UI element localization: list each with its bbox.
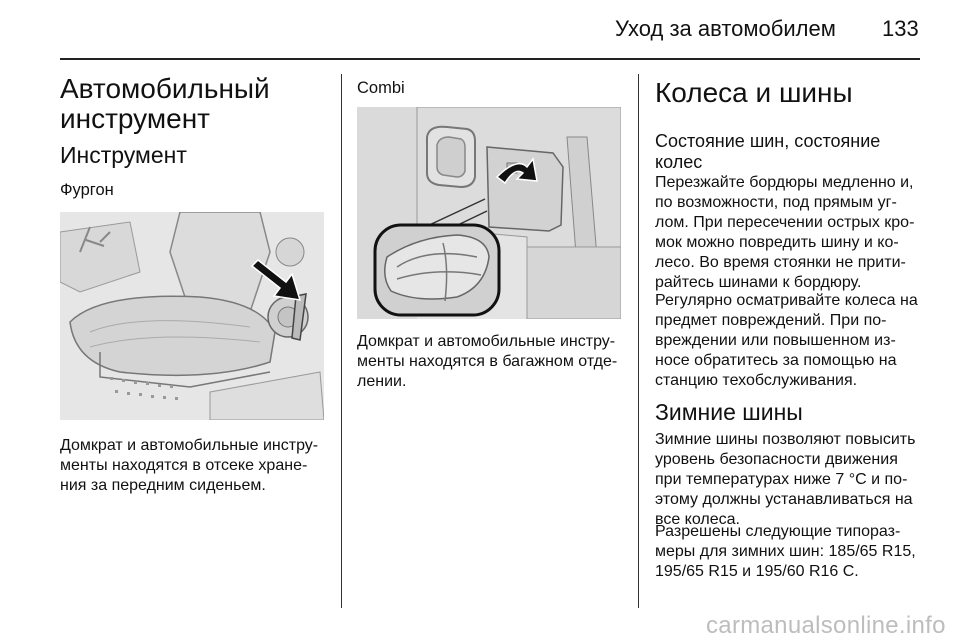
heading-tyre-condition: Состояние шин, состояние колес [655, 131, 881, 172]
column-divider-1 [341, 74, 342, 608]
page-header-title: Уход за автомобилем [615, 16, 836, 41]
label-combi: Combi [357, 79, 405, 97]
van-seat-illustration [60, 212, 324, 420]
winter-tyres-paragraph-2: Разрешены следующие типораз-меры для зимних шин: 185/65 R15, 195/65 R15 и 195/60 R16 C. [655, 523, 916, 580]
tyre-condition-paragraph-1: Перезжайте бордюры медленно и, по возможности, под прямым уг-лом. При пересечении острых кро-мок можно повредить шину и ко-лесо. Во время стоянки не прити-райтесь шинами к бордюру. [655, 174, 915, 291]
column-divider-2 [638, 74, 639, 608]
section-heading-tools: Автомобильный инструмент [60, 73, 270, 134]
header-divider [60, 58, 920, 60]
winter-tyres-paragraph-1: Зимние шины позволяют повысить уровень безопасности движения при температурах ниже 7 °C и по-этому должны устанавливаться на все колеса. [655, 431, 916, 528]
combi-trunk-illustration [357, 107, 621, 319]
combi-caption: Домкрат и автомобильные инстру-менты находятся в багажном отде-лении. [357, 333, 618, 390]
tyre-condition-paragraph-2: Регулярно осматривайте колеса на предмет повреждений. При по-вреждении или повышенном из-носе обратитесь за помощью на станцию техобслуживания. [655, 292, 918, 389]
label-van: Фургон [60, 181, 114, 199]
van-caption: Домкрат и автомобильные инстру-менты находятся в отсеке хране-ния за передним сиденьем. [60, 437, 319, 494]
section-heading-wheels: Колеса и шины [655, 77, 853, 108]
watermark: carmanualsonline.info [706, 612, 946, 639]
page-number: 133 [882, 16, 919, 41]
subheading-tools: Инструмент [60, 142, 187, 168]
heading-winter-tyres: Зимние шины [655, 399, 803, 425]
